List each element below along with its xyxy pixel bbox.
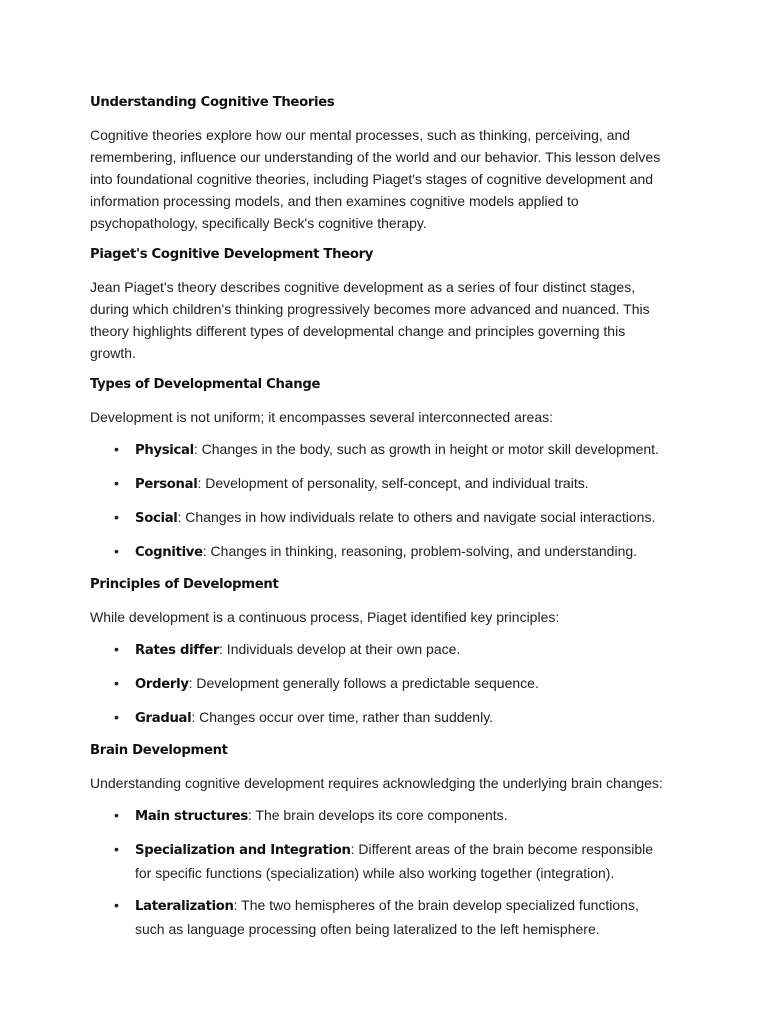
principles-paragraph: While development is a continuous process, Piaget identified key principles: [90,609,560,625]
bullet-icon: • [114,475,119,491]
list-item-description: : Changes occur over time, rather than suddenly. [191,709,494,725]
list-item [90,438,672,462]
list-item-description: : Individuals develop at their own pace. [219,641,461,657]
list-item [90,804,672,828]
list-item-term: Cognitive [135,545,203,560]
bullet-icon: • [114,709,119,725]
list-item [90,894,672,940]
list-item-term: Lateralization [135,899,234,914]
list-item-description: : Development of personality, self-concept, and individual traits. [197,475,589,491]
brain-paragraph: Understanding cognitive development requires acknowledging the underlying brain changes: [90,775,663,791]
types-paragraph: Development is not uniform; it encompasses several interconnected areas: [90,409,554,425]
brain-list [90,804,672,940]
list-item-term: Gradual [135,711,192,726]
list-item [90,472,672,496]
types-list [90,438,672,564]
list-item-term: Main structures [135,809,248,824]
list-item-description: : Changes in the body, such as growth in height or motor skill development. [193,441,659,457]
bullet-icon: • [114,641,119,657]
list-item [90,638,672,662]
list-item-description: : Changes in how individuals relate to others and navigate social interactions. [177,509,656,525]
list-item [90,506,672,530]
list-item-term: Physical [135,443,194,458]
list-item-term: Orderly [135,677,189,692]
page-title: Understanding Cognitive Theories [90,95,335,110]
list-item-description: : The two hemispheres of the brain develop specialized functions, such as language processing often being lateralized to the left hemisphere. [135,897,639,937]
principles-list [90,638,672,730]
list-item-term: Specialization and Integration [135,843,351,858]
list-item-description: : Changes in thinking, reasoning, problem-solving, and understanding. [202,543,638,559]
list-item-term: Rates differ [135,643,220,658]
section-heading-principles: Principles of Development [90,577,279,592]
intro-paragraph: Cognitive theories explore how our mental processes, such as thinking, perceiving, and remembering, influence our understanding of the world and our behavior. This lesson delves into foundational cognitive theories, including Piaget's stages of cognitive development and information processing models, and then examines cognitive models applied to psychopathology, specifically Beck's cognitive therapy. [90,127,661,231]
bullet-icon: • [114,807,119,823]
section-heading-piaget: Piaget's Cognitive Development Theory [90,247,374,262]
list-item-term: Personal [135,477,198,492]
list-item [90,838,672,884]
section-heading-brain: Brain Development [90,743,228,758]
list-item-description: : Different areas of the brain become responsible for specific functions (specialization) while also working together (integration). [135,841,654,881]
bullet-icon: • [114,841,119,857]
bullet-icon: • [114,897,119,913]
bullet-icon: • [114,675,119,691]
section-heading-types: Types of Developmental Change [90,377,321,392]
list-item-description: : The brain develops its core components. [247,807,508,823]
list-item-term: Social [135,511,178,526]
list-item [90,706,672,730]
bullet-icon: • [114,441,119,457]
list-item [90,672,672,696]
bullet-icon: • [114,509,119,525]
bullet-icon: • [114,543,119,559]
list-item [90,540,672,564]
list-item-description: : Development generally follows a predictable sequence. [188,675,539,691]
piaget-paragraph: Jean Piaget's theory describes cognitive development as a series of four distinct stages, during which children's thinking progressively becomes more advanced and nuanced. This theory highlights different types of developmental change and principles governing this growth. [90,279,650,361]
